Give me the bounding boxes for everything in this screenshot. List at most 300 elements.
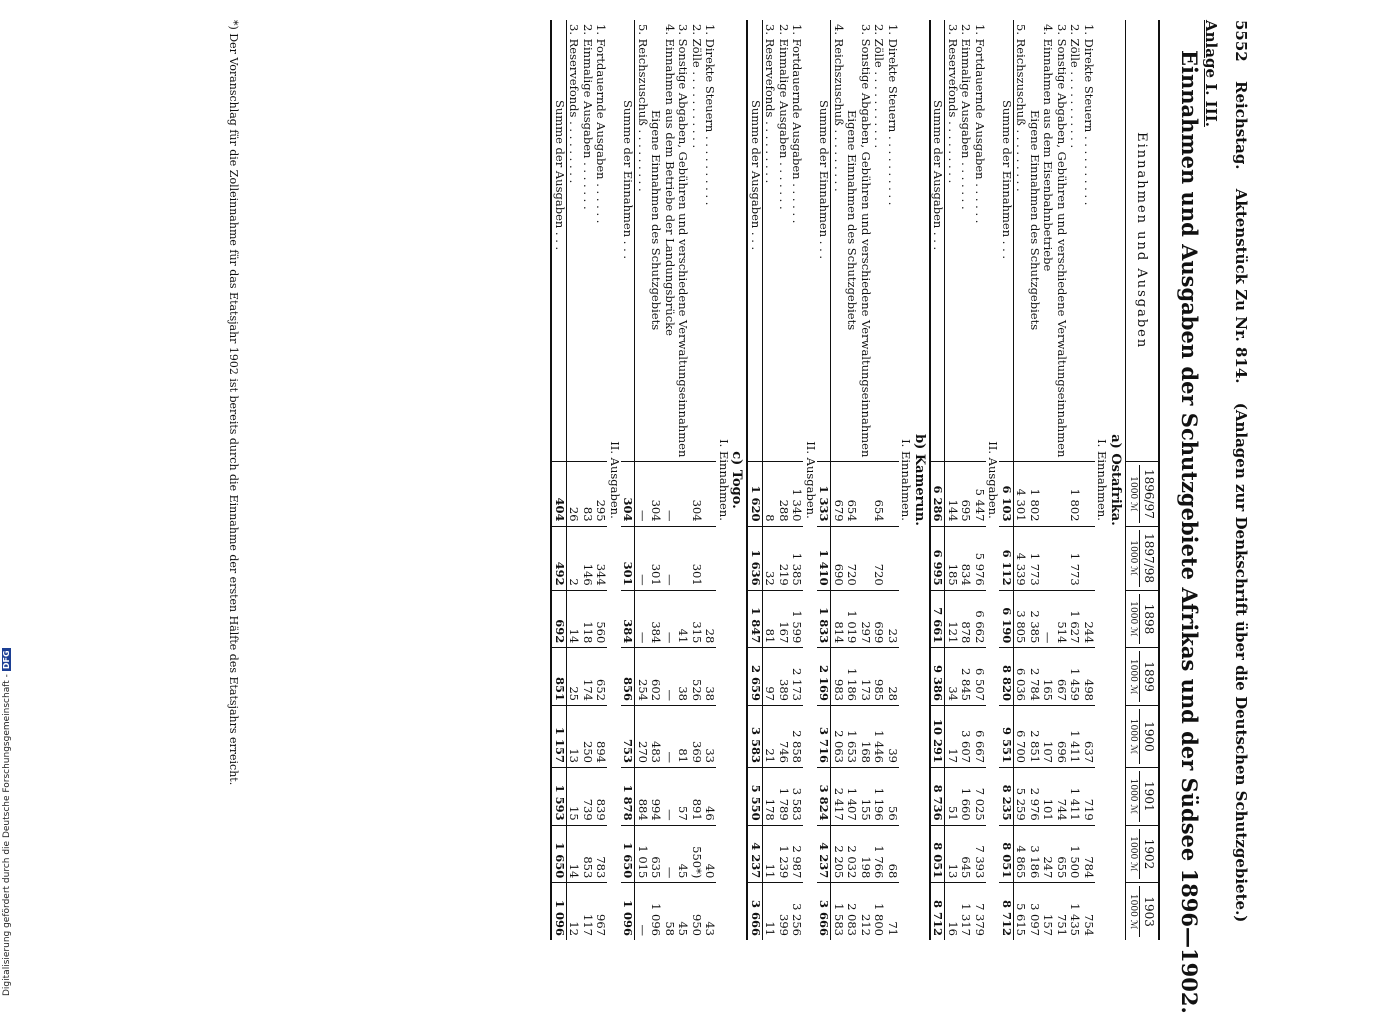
value-cell: 7 393 bbox=[973, 825, 987, 883]
table-row bbox=[676, 20, 690, 940]
value-cell: 1 459 bbox=[1068, 648, 1082, 706]
value-cell: 720 bbox=[845, 526, 859, 590]
value-cell: 4 237 bbox=[748, 825, 763, 883]
value-cell: 174 bbox=[581, 648, 595, 706]
year-header bbox=[1126, 768, 1160, 826]
header-subtitle: (Anlagen zur Denkschrift über die Deutschen Schutzgebiete.) bbox=[1232, 402, 1250, 923]
value-cell: 8 051 bbox=[1000, 825, 1014, 883]
value-cell bbox=[703, 462, 717, 526]
value-cell: 679 bbox=[831, 462, 845, 526]
value-cell: 1 773 bbox=[1068, 526, 1082, 590]
value-cell: 1 833 bbox=[817, 590, 831, 648]
value-cell: 8 712 bbox=[1000, 883, 1014, 940]
value-cell: — bbox=[635, 462, 649, 526]
value-cell: 58 bbox=[663, 883, 677, 940]
value-cell: 751 bbox=[1055, 883, 1069, 940]
value-cell: 498 bbox=[1082, 648, 1096, 706]
value-cell: 891 bbox=[690, 768, 704, 826]
value-cell: 1 333 bbox=[817, 462, 831, 526]
value-cell: 404 bbox=[552, 462, 567, 526]
value-cell: 8 235 bbox=[1000, 768, 1014, 826]
value-cell: 6 190 bbox=[1000, 590, 1014, 648]
value-cell: 2 063 bbox=[831, 705, 845, 767]
value-cell: 1 411 bbox=[1068, 705, 1082, 767]
value-cell: 1 620 bbox=[748, 462, 763, 526]
value-cell: 8 712 bbox=[930, 883, 945, 940]
value-cell: 97 bbox=[763, 648, 777, 706]
value-cell: 254 bbox=[635, 648, 649, 706]
section-row bbox=[913, 20, 931, 940]
value-cell: 304 bbox=[690, 462, 704, 526]
row-label: Summe der Ausgaben . . . bbox=[748, 20, 763, 462]
value-cell: 8 051 bbox=[930, 825, 945, 883]
year-header bbox=[1126, 590, 1160, 648]
unit-label: 1000 ℳ bbox=[1128, 829, 1140, 880]
table-row bbox=[1041, 20, 1055, 940]
value-cell bbox=[703, 526, 717, 590]
value-cell: 304 bbox=[649, 462, 663, 526]
value-cell bbox=[1055, 526, 1069, 590]
value-cell: 56 bbox=[886, 768, 900, 826]
value-cell: 2 bbox=[567, 526, 581, 590]
value-cell: 5 550 bbox=[748, 768, 763, 826]
value-cell: 6 112 bbox=[1000, 526, 1014, 590]
year-label: 1903 bbox=[1142, 896, 1156, 927]
year-header bbox=[1126, 462, 1160, 526]
value-cell: 526 bbox=[690, 648, 704, 706]
value-cell: 696 bbox=[1055, 705, 1069, 767]
value-cell: 753 bbox=[621, 705, 635, 767]
row-label: 2. Einmalige Ausgaben . . . . . . . bbox=[777, 24, 791, 210]
value-cell: — bbox=[663, 648, 677, 706]
value-cell: 295 bbox=[594, 462, 608, 526]
unit-label: 1000 ℳ bbox=[1128, 709, 1140, 764]
value-cell: 71 bbox=[886, 883, 900, 940]
value-cell: 6 103 bbox=[1000, 462, 1014, 526]
value-cell: 83 bbox=[581, 462, 595, 526]
value-cell: 2 845 bbox=[959, 648, 973, 706]
value-cell: 1 196 bbox=[872, 768, 886, 826]
unit-label: 1000 ℳ bbox=[1128, 530, 1140, 587]
value-cell: 853 bbox=[581, 825, 595, 883]
value-cell: 155 bbox=[859, 768, 873, 826]
row-label: II. Ausgaben. bbox=[608, 441, 622, 519]
value-cell: 43 bbox=[703, 883, 717, 940]
value-cell: 118 bbox=[581, 590, 595, 648]
value-cell: 51 bbox=[945, 768, 959, 826]
label-column-header: Einnahmen und Ausgaben bbox=[1126, 20, 1160, 462]
running-header bbox=[1232, 20, 1250, 970]
row-label: Summe der Ausgaben . . . bbox=[552, 20, 567, 462]
row-label: I. Einnahmen. bbox=[717, 439, 731, 521]
value-cell: 45 bbox=[676, 883, 690, 940]
value-cell: 645 bbox=[959, 825, 973, 883]
row-label: Summe der Ausgaben . . . bbox=[930, 20, 945, 462]
value-cell: 719 bbox=[1082, 768, 1096, 826]
value-cell: — bbox=[635, 590, 649, 648]
table-row bbox=[831, 20, 845, 940]
value-cell: 68 bbox=[886, 825, 900, 883]
value-cell bbox=[1041, 462, 1055, 526]
value-cell: — bbox=[663, 768, 677, 826]
value-cell: 28 bbox=[703, 590, 717, 648]
value-cell: 5 976 bbox=[973, 526, 987, 590]
row-label: 4. Einnahmen aus dem Eisenbahnbetriebe bbox=[1041, 24, 1056, 272]
value-cell: 5 259 bbox=[1014, 768, 1028, 826]
value-cell: 13 bbox=[567, 705, 581, 767]
table-row bbox=[845, 20, 859, 940]
value-cell: 5 615 bbox=[1014, 883, 1028, 940]
table-row bbox=[859, 20, 873, 940]
value-cell: 655 bbox=[1055, 825, 1069, 883]
value-cell: 301 bbox=[690, 526, 704, 590]
rotated-content bbox=[150, 20, 1250, 1014]
value-cell: 1 650 bbox=[621, 825, 635, 883]
value-cell: 834 bbox=[959, 526, 973, 590]
value-cell: 10 291 bbox=[930, 705, 945, 767]
value-cell: 384 bbox=[649, 590, 663, 648]
value-cell: — bbox=[663, 705, 677, 767]
value-cell: 3 716 bbox=[817, 705, 831, 767]
value-cell: — bbox=[1041, 590, 1055, 648]
row-label: II. Ausgaben. bbox=[804, 441, 818, 519]
value-cell: 2 173 bbox=[790, 648, 804, 706]
value-cell: 101 bbox=[1041, 768, 1055, 826]
value-cell: 384 bbox=[621, 590, 635, 648]
unit-label: 1000 ℳ bbox=[1128, 886, 1140, 937]
value-cell: — bbox=[663, 526, 677, 590]
value-cell: 315 bbox=[690, 590, 704, 648]
value-cell: 699 bbox=[872, 590, 886, 648]
value-cell: 38 bbox=[703, 648, 717, 706]
value-cell: 2 385 bbox=[1028, 590, 1042, 648]
value-cell: 6 995 bbox=[930, 526, 945, 590]
table-row bbox=[581, 20, 595, 940]
anlage-label: Anlage I. III. bbox=[1202, 20, 1220, 127]
value-cell: 1 636 bbox=[748, 526, 763, 590]
unit-label: 1000 ℳ bbox=[1128, 771, 1140, 822]
table-header-row bbox=[1126, 20, 1160, 940]
row-label: 1. Direkte Steuern . . . . . . . . . . bbox=[1082, 24, 1096, 206]
value-cell: 2 083 bbox=[845, 883, 859, 940]
value-cell: — bbox=[663, 590, 677, 648]
value-cell: 1 593 bbox=[552, 768, 567, 826]
row-label: 1. Direkte Steuern . . . . . . . . . . bbox=[703, 24, 718, 206]
value-cell: 695 bbox=[959, 462, 973, 526]
value-cell: 2 858 bbox=[790, 705, 804, 767]
table-row bbox=[973, 20, 987, 940]
value-cell: 288 bbox=[777, 462, 791, 526]
table-row bbox=[899, 20, 913, 940]
value-cell: 1 446 bbox=[872, 705, 886, 767]
value-cell: 550*) bbox=[690, 825, 704, 883]
value-cell: 81 bbox=[676, 705, 690, 767]
section-row bbox=[730, 20, 748, 940]
table-row bbox=[621, 20, 635, 940]
unit-label: 1000 ℳ bbox=[1128, 651, 1140, 702]
row-label: 2. Zölle . . . . . . . . . . . bbox=[872, 24, 887, 149]
value-cell: 950 bbox=[690, 883, 704, 940]
value-cell: 3 805 bbox=[1014, 590, 1028, 648]
value-cell bbox=[1082, 462, 1096, 526]
value-cell: 884 bbox=[635, 768, 649, 826]
value-cell: 1 800 bbox=[872, 883, 886, 940]
value-cell: 3 824 bbox=[817, 768, 831, 826]
value-cell: 994 bbox=[649, 768, 663, 826]
value-cell: 1 500 bbox=[1068, 825, 1082, 883]
value-cell: 389 bbox=[777, 648, 791, 706]
value-cell: 23 bbox=[886, 590, 900, 648]
value-cell: 1 096 bbox=[649, 883, 663, 940]
table-row bbox=[1055, 20, 1069, 940]
table-row bbox=[790, 20, 804, 940]
year-label: 1896/97 bbox=[1142, 469, 1156, 519]
value-cell: 8 820 bbox=[1000, 648, 1014, 706]
value-cell: 178 bbox=[763, 768, 777, 826]
value-cell: 1 317 bbox=[959, 883, 973, 940]
row-label: 3. Reservefonds . . . . . . . . . bbox=[946, 24, 960, 184]
value-cell: 11 bbox=[763, 883, 777, 940]
value-cell: 1 789 bbox=[777, 768, 791, 826]
row-label: I. Einnahmen. bbox=[899, 439, 914, 521]
value-cell: 1 015 bbox=[635, 825, 649, 883]
value-cell: 690 bbox=[831, 526, 845, 590]
row-label: 2. Einmalige Ausgaben . . . . . . . bbox=[581, 24, 595, 210]
year-label: 1898 bbox=[1142, 603, 1156, 635]
value-cell: 744 bbox=[1055, 768, 1069, 826]
value-cell: 9 551 bbox=[1000, 705, 1014, 767]
section-title: c) Togo. bbox=[729, 451, 745, 509]
value-cell: 247 bbox=[1041, 825, 1055, 883]
value-cell: 6 507 bbox=[973, 648, 987, 706]
value-cell: 8 bbox=[763, 462, 777, 526]
value-cell: 270 bbox=[635, 705, 649, 767]
table-row bbox=[1068, 20, 1082, 940]
row-label: 1. Fortdauernde Ausgaben . . . . . . bbox=[973, 24, 987, 224]
value-cell: 369 bbox=[690, 705, 704, 767]
value-cell: 185 bbox=[945, 526, 959, 590]
row-label: 3. Sonstige Abgaben, Gebühren und verschiedene Verwaltungseinnahmen bbox=[1055, 24, 1069, 458]
value-cell: 117 bbox=[581, 883, 595, 940]
row-label: Eigene Einnahmen des Schutzgebiets bbox=[649, 110, 664, 331]
table-row bbox=[635, 20, 649, 940]
row-label: II. Ausgaben. bbox=[986, 441, 1001, 519]
value-cell: 3 666 bbox=[748, 883, 763, 940]
value-cell: 121 bbox=[945, 590, 959, 648]
section-title: a) Ostafrika. bbox=[1108, 434, 1123, 526]
value-cell: 6 286 bbox=[930, 462, 945, 526]
row-label: 3. Reservefonds . . . . . . . . . bbox=[763, 24, 778, 184]
table-row bbox=[663, 20, 677, 940]
value-cell: 344 bbox=[594, 526, 608, 590]
value-cell: 560 bbox=[594, 590, 608, 648]
table-row bbox=[959, 20, 973, 940]
table-row bbox=[886, 20, 900, 940]
value-cell: 3 097 bbox=[1028, 883, 1042, 940]
table-row bbox=[567, 20, 581, 940]
row-label: 3. Sonstige Abgaben, Gebühren und verschiedene Verwaltungseinnahmen bbox=[676, 24, 691, 458]
value-cell: 301 bbox=[649, 526, 663, 590]
value-cell: — bbox=[635, 526, 649, 590]
value-cell: 2 169 bbox=[817, 648, 831, 706]
value-cell: 839 bbox=[594, 768, 608, 826]
table-row bbox=[1000, 20, 1014, 940]
value-cell: 46 bbox=[703, 768, 717, 826]
value-cell bbox=[859, 462, 873, 526]
row-label: 4. Einnahmen aus dem Betriebe der Landungsbrücke bbox=[663, 24, 677, 336]
value-cell: 41 bbox=[676, 590, 690, 648]
year-header bbox=[1126, 705, 1160, 767]
value-cell: 814 bbox=[831, 590, 845, 648]
table-row bbox=[649, 20, 663, 940]
value-cell: 692 bbox=[552, 590, 567, 648]
value-cell: 1 186 bbox=[845, 648, 859, 706]
value-cell: 2 851 bbox=[1028, 705, 1042, 767]
value-cell bbox=[676, 462, 690, 526]
table-row bbox=[872, 20, 886, 940]
value-cell: 6 667 bbox=[973, 705, 987, 767]
year-header bbox=[1126, 883, 1160, 940]
row-label: Eigene Einnahmen des Schutzgebiets bbox=[1028, 110, 1042, 331]
value-cell: 1 599 bbox=[790, 590, 804, 648]
value-cell bbox=[859, 526, 873, 590]
budget-table bbox=[551, 20, 1161, 940]
value-cell: 1 583 bbox=[831, 883, 845, 940]
value-cell bbox=[1055, 462, 1069, 526]
value-cell: 6 662 bbox=[973, 590, 987, 648]
value-cell: 4 339 bbox=[1014, 526, 1028, 590]
value-cell: 2 987 bbox=[790, 825, 804, 883]
value-cell: 7 025 bbox=[973, 768, 987, 826]
value-cell: 1 385 bbox=[790, 526, 804, 590]
value-cell: 1 847 bbox=[748, 590, 763, 648]
table-row bbox=[945, 20, 959, 940]
value-cell: 3 583 bbox=[790, 768, 804, 826]
value-cell: 1 340 bbox=[790, 462, 804, 526]
value-cell: 514 bbox=[1055, 590, 1069, 648]
value-cell: 754 bbox=[1082, 883, 1096, 940]
value-cell: 602 bbox=[649, 648, 663, 706]
value-cell: 985 bbox=[872, 648, 886, 706]
value-cell: 1 096 bbox=[552, 883, 567, 940]
value-cell: 13 bbox=[945, 825, 959, 883]
value-cell: 5 447 bbox=[973, 462, 987, 526]
value-cell: 399 bbox=[777, 883, 791, 940]
row-label: 2. Einmalige Ausgaben . . . . . . . bbox=[959, 24, 974, 210]
row-label: 3. Reservefonds . . . . . . . . . bbox=[567, 24, 582, 184]
value-cell: 219 bbox=[777, 526, 791, 590]
funding-text: Digitalisierung gefördert durch die Deutsche Forschungsgemeinschaft - bbox=[2, 674, 12, 996]
table-row bbox=[690, 20, 704, 940]
value-cell: 144 bbox=[945, 462, 959, 526]
value-cell: 198 bbox=[859, 825, 873, 883]
value-cell: 40 bbox=[703, 825, 717, 883]
table-row bbox=[608, 20, 622, 940]
year-label: 1899 bbox=[1142, 661, 1156, 692]
row-label: 5. Reichszuschuß . . . . . . . . . bbox=[636, 24, 650, 192]
table-row bbox=[1095, 20, 1109, 940]
row-label: Summe der Einnahmen . . . bbox=[621, 20, 635, 462]
row-label: 3. Sonstige Abgaben, Gebühren und verschiedene Verwaltungseinnahmen bbox=[859, 24, 873, 458]
value-cell: 483 bbox=[649, 705, 663, 767]
year-label: 1901 bbox=[1142, 781, 1156, 812]
page-number: 5552 bbox=[1232, 20, 1250, 62]
value-cell: 3 666 bbox=[817, 883, 831, 940]
value-cell: 2 659 bbox=[748, 648, 763, 706]
value-cell: 165 bbox=[1041, 648, 1055, 706]
value-cell: — bbox=[663, 825, 677, 883]
value-cell: 1 019 bbox=[845, 590, 859, 648]
value-cell: 784 bbox=[1082, 825, 1096, 883]
page-title: Einnahmen und Ausgaben der Schutzgebiete Afrikas und der Südsee 1896—1902. bbox=[1177, 50, 1202, 1014]
table-row bbox=[1014, 20, 1028, 940]
value-cell: 14 bbox=[567, 590, 581, 648]
table-row bbox=[986, 20, 1000, 940]
value-cell: 81 bbox=[763, 590, 777, 648]
value-cell: — bbox=[635, 883, 649, 940]
dfg-logo: DFG bbox=[2, 650, 11, 670]
row-label: 1. Fortdauernde Ausgaben . . . . . . bbox=[790, 24, 805, 224]
table-row bbox=[777, 20, 791, 940]
value-cell: 33 bbox=[703, 705, 717, 767]
value-cell: 492 bbox=[552, 526, 567, 590]
value-cell: 851 bbox=[552, 648, 567, 706]
value-cell: 1 096 bbox=[621, 883, 635, 940]
table-row bbox=[1082, 20, 1096, 940]
value-cell: 2 032 bbox=[845, 825, 859, 883]
value-cell: 3 607 bbox=[959, 705, 973, 767]
value-cell: 1 660 bbox=[959, 768, 973, 826]
value-cell: 12 bbox=[567, 883, 581, 940]
value-cell: 1 627 bbox=[1068, 590, 1082, 648]
section-row bbox=[1109, 20, 1126, 940]
row-label: 2. Zölle . . . . . . . . . . . bbox=[1068, 24, 1083, 149]
value-cell: 635 bbox=[649, 825, 663, 883]
value-cell: 654 bbox=[845, 462, 859, 526]
row-label: I. Einnahmen. bbox=[1095, 439, 1110, 521]
funding-notice bbox=[2, 648, 12, 996]
value-cell: 39 bbox=[886, 705, 900, 767]
row-label: Eigene Einnahmen des Schutzgebiets bbox=[845, 110, 860, 331]
value-cell: 3 256 bbox=[790, 883, 804, 940]
value-cell: 28 bbox=[886, 648, 900, 706]
value-cell: 107 bbox=[1041, 705, 1055, 767]
section-title: b) Kamerun. bbox=[912, 434, 927, 526]
value-cell: 15 bbox=[567, 768, 581, 826]
value-cell: 212 bbox=[859, 883, 873, 940]
value-cell: 34 bbox=[945, 648, 959, 706]
value-cell: 146 bbox=[581, 526, 595, 590]
document-reference: Aktenstück Zu Nr. 814. bbox=[1232, 188, 1250, 384]
table-row bbox=[930, 20, 945, 940]
value-cell: 1 650 bbox=[552, 825, 567, 883]
year-header bbox=[1126, 825, 1160, 883]
table-row bbox=[1028, 20, 1042, 940]
value-cell: 3 583 bbox=[748, 705, 763, 767]
value-cell: 26 bbox=[567, 462, 581, 526]
value-cell bbox=[1041, 526, 1055, 590]
value-cell: 654 bbox=[872, 462, 886, 526]
value-cell: 7 661 bbox=[930, 590, 945, 648]
value-cell: 1 878 bbox=[621, 768, 635, 826]
row-label: 2. Zölle . . . . . . . . . . . bbox=[690, 24, 704, 149]
value-cell: — bbox=[663, 462, 677, 526]
value-cell: 7 379 bbox=[973, 883, 987, 940]
value-cell: 21 bbox=[763, 705, 777, 767]
row-label: 5. Reichszuschuß . . . . . . . . . bbox=[1014, 24, 1029, 192]
value-cell: 878 bbox=[959, 590, 973, 648]
value-cell: 1 407 bbox=[845, 768, 859, 826]
